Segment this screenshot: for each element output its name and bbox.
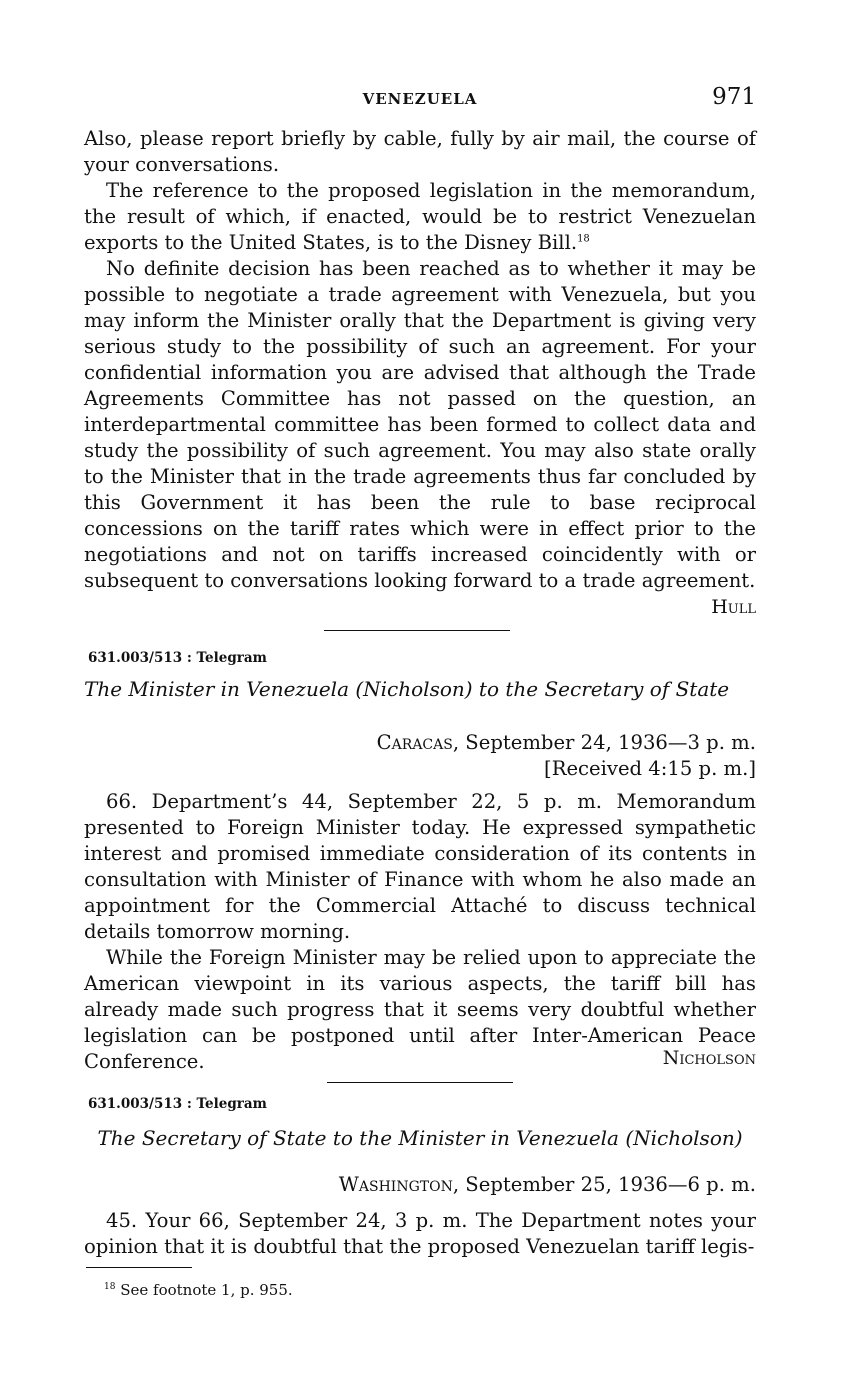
paragraph-trade-agreement: No definite decision has been reached as to whether it may be possible to negotiate a trade agreement with Venezuela, but you may inform the Minister orally that the Department is giving very serious study to the possibility of such an agreement. For your confidential information you are advised that although the Trade Agreements Committee has not passed on the question, an interdepartmental committee has been formed to collect data and study the possibility of such agreement. You may also state orally to the Minister that in the trade agreements thus far concluded by this Government it has been the rule to base reciprocal concessions on the tariff rates which were in effect prior to the negotiations and not on tariffs increased coincidently with or subsequent to conversations looking forward to a trade agreement. xyxy=(84,257,756,592)
dateline-date: , September 25, 1936—6 p. m. xyxy=(452,1173,756,1196)
dateline xyxy=(339,1172,756,1198)
footnote-text: See footnote 1, p. 955. xyxy=(115,1281,293,1299)
footnote-marker: 18 xyxy=(104,1282,116,1292)
signature-hull: Hull xyxy=(711,596,756,618)
page-number: 971 xyxy=(712,84,756,110)
footnote xyxy=(104,1281,293,1299)
heading-text-end: ) to the Secretary of State xyxy=(464,677,730,701)
file-reference: 631.003/513 : Telegram xyxy=(88,1096,267,1112)
heading-text-start: The Minister in Venezuela ( xyxy=(84,677,364,701)
heading-text-end: ) xyxy=(734,1126,743,1150)
document-heading xyxy=(84,677,756,701)
footnote-reference: 18 xyxy=(577,233,590,245)
paragraph-memorandum-presented: 66. Department’s 44, September 22, 5 p. m. Memorandum presented to Foreign Minister today. He expressed sympathetic interest and promised immediate consideration of its contents in consultation with Minister of Finance with whom he also made an appointment for the Commercial Attaché to discuss technical details tomorrow morning. xyxy=(84,790,756,943)
footnote-rule xyxy=(86,1267,192,1268)
paragraph-tariff-legislation: 45. Your 66, September 24, 3 p. m. The Department notes your opinion that it is doubtful that the proposed Venezuelan tariff legis- xyxy=(84,1209,756,1258)
heading-name: Nicholson xyxy=(633,1126,735,1150)
signature-nicholson: Nicholson xyxy=(662,1047,756,1069)
received-time: [Received 4:15 p. m.] xyxy=(544,757,756,780)
dateline-place-date xyxy=(339,1172,756,1198)
paragraph-report-briefly: Also, please report briefly by cable, fully by air mail, the course of your conversations. xyxy=(84,127,756,176)
document-heading xyxy=(84,1126,756,1150)
dateline-place: Caracas xyxy=(376,731,453,754)
section-divider xyxy=(324,630,510,631)
dateline-date: , September 24, 1936—3 p. m. xyxy=(452,731,756,754)
dateline xyxy=(377,730,756,782)
running-header xyxy=(84,84,756,114)
heading-text-start: The Secretary of State to the Minister in Venezuela ( xyxy=(97,1126,634,1150)
running-title: VENEZUELA xyxy=(362,90,478,108)
paragraph-disney-bill xyxy=(84,178,756,256)
disney-bill-text: The reference to the proposed legislation in the memorandum, the result of which, if enacted, would be to restrict Venezuelan exports to the United States, is to the Disney Bill. xyxy=(84,179,756,254)
file-reference: 631.003/513 : Telegram xyxy=(88,650,267,666)
heading-name: Nicholson xyxy=(363,677,465,701)
paragraph-foreign-minister: While the Foreign Minister may be relied upon to appreciate the American viewpoint in its various aspects, the tariff bill has already made such progress that it seems very doubtful whether legislation can be postponed until after Inter-American Peace Conference. xyxy=(84,946,756,1073)
section-divider xyxy=(327,1082,513,1083)
dateline-place: Washington xyxy=(338,1173,453,1196)
dateline-place-date xyxy=(377,730,756,756)
